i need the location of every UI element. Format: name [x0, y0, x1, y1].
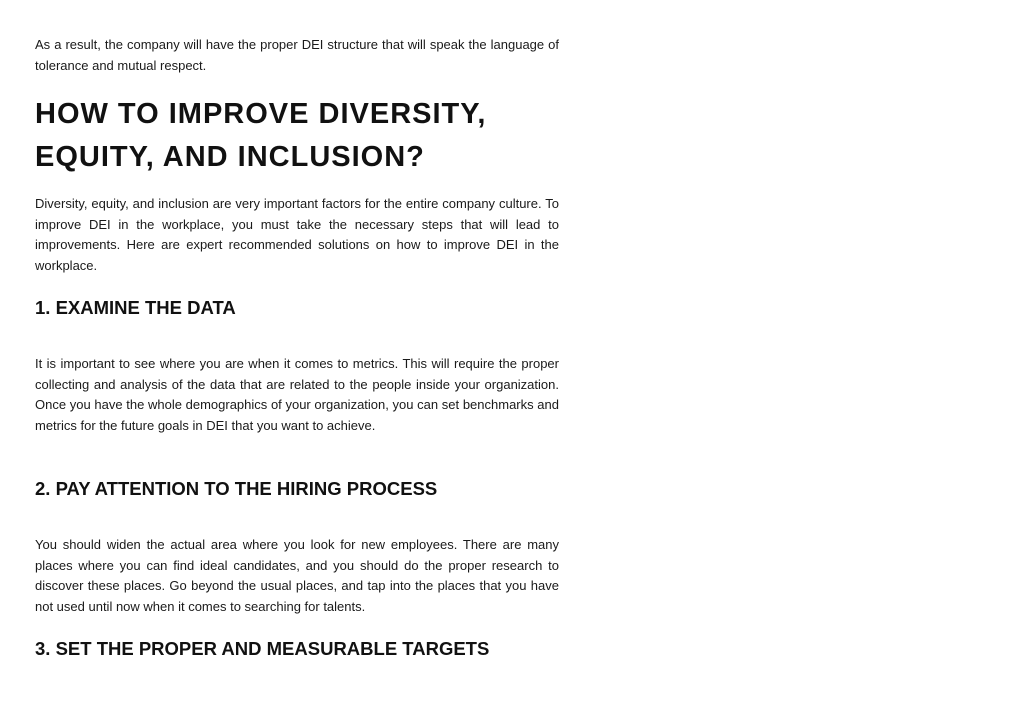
section-body-examine-data: It is important to see where you are when it comes to metrics. This will require the proper collecting and analysis of the data that are related to the people inside your organization. Once you have the whole demographics of your organization, you can set benchmarks and metrics for the future goals in DEI that you want to achieve.	[35, 356, 559, 433]
section-heading-measurable-targets: 3. SET THE PROPER AND MEASURABLE TARGETS	[35, 638, 490, 659]
section-heading-examine-data: 1. EXAMINE THE DATA	[35, 297, 236, 318]
intro-paragraph: As a result, the company will have the proper DEI structure that will speak the language of tolerance and mutual respect.	[35, 37, 559, 73]
main-heading	[35, 93, 595, 179]
main-heading-line2: EQUITY, AND INCLUSION?	[35, 141, 425, 173]
main-heading-line1: HOW TO IMPROVE DIVERSITY,	[35, 98, 487, 130]
dei-paragraph: Diversity, equity, and inclusion are very important factors for the entire company culture. To improve DEI in the workplace, you must take the necessary steps that will lead to improvements. Here are expert recommended solutions on how to improve DEI in the workplace.	[35, 196, 559, 273]
section-body-hiring-process: You should widen the actual area where you look for new employees. There are many places where you can find ideal candidates, and you should do the proper research to discover these places. Go beyond the usual places, and tap into the places that you have not used until now when it comes to searching for talents.	[35, 537, 559, 614]
section-heading-hiring-process: 2. PAY ATTENTION TO THE HIRING PROCESS	[35, 478, 438, 499]
